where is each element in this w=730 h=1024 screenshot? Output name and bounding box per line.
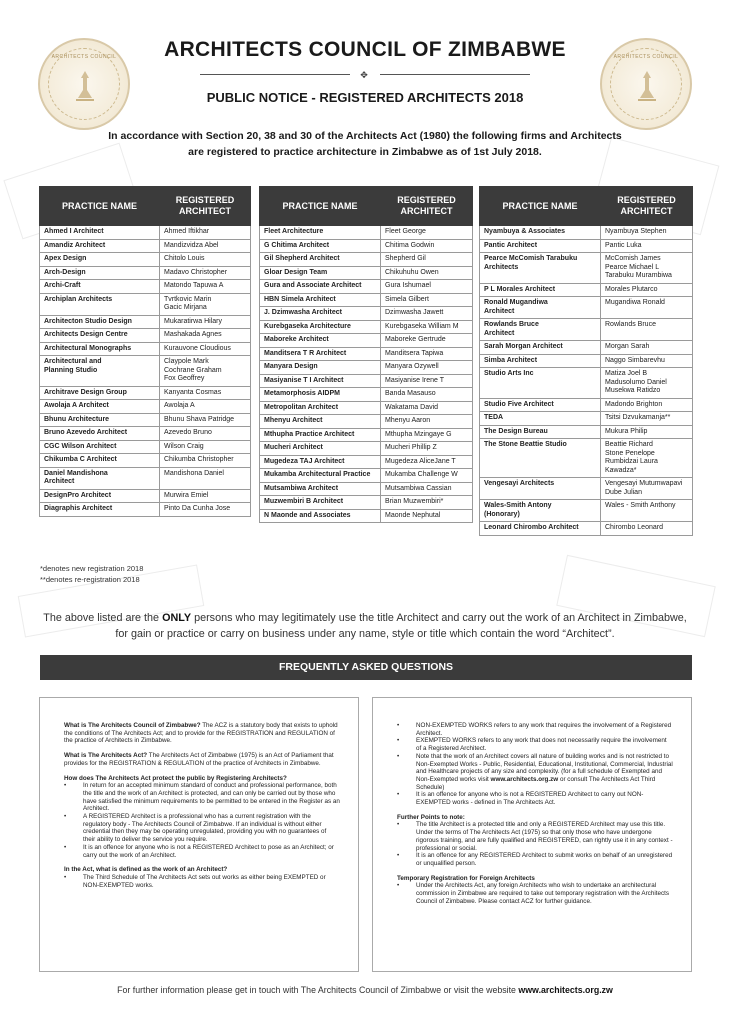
table-row	[480, 239, 693, 253]
faq-bullet: • NON-EXEMPTED WORKS refers to any work that requires the involvement of a Registered Architect.	[397, 722, 673, 737]
architect-name-cell: Chirombo Leonard	[601, 522, 693, 536]
table-row	[260, 307, 473, 321]
practice-name-cell: Sarah Morgan Architect	[480, 341, 601, 355]
faq-answer: What is The Architects Council of Zimbabwe? The ACZ is a statutory body that exists to uphold the conditions of The Architects Act; and to provide for the REGISTRATION and REGULATION of the practice of Architects in Zimbabwe.	[64, 722, 338, 745]
table-row	[40, 280, 251, 294]
faq-question: What is The Architects Act?	[64, 752, 148, 760]
table-row	[40, 454, 251, 468]
architect-name-cell: Mukura Philip	[601, 425, 693, 439]
column-header-architect: REGISTERED ARCHITECT	[160, 187, 251, 226]
practice-name-cell: Mthupha Practice Architect	[260, 428, 381, 442]
practice-name-cell: Mugedeza TAJ Architect	[260, 455, 381, 469]
table-row	[480, 478, 693, 500]
architect-name-cell: Maonde Nephutal	[381, 509, 473, 523]
architect-name-cell: Morales Plutarco	[601, 283, 693, 297]
architect-name-cell: Madavo Christopher	[160, 266, 251, 280]
practice-name-cell: The Stone Beattie Studio	[480, 439, 601, 478]
table-row	[40, 400, 251, 414]
practice-name-cell: The Design Bureau	[480, 425, 601, 439]
practice-name-cell: Leonard Chirombo Architect	[480, 522, 601, 536]
legitimacy-statement: The above listed are the ONLY persons who may legitimately use the title Architect and carry out the work of an Architect in Zimbabwe, for gain or practice or carry on business under any name, style or title which contain the word “Architect”.	[43, 612, 687, 640]
table-row	[260, 239, 473, 253]
table-row	[40, 427, 251, 441]
table-row	[260, 361, 473, 375]
architect-name-cell: Madondo Brighton	[601, 398, 693, 412]
architect-name-cell: Fleet George	[381, 226, 473, 240]
footnotes	[40, 563, 143, 585]
table-row	[480, 354, 693, 368]
practice-name-cell: Architecton Studio Design	[40, 315, 160, 329]
practice-name-cell: Archiplan Architects	[40, 293, 160, 315]
architect-name-cell: Mhenyu Aaron	[381, 415, 473, 429]
practice-name-cell: DesignPro Architect	[40, 489, 160, 503]
faq-subheading: Further Points to note:	[397, 813, 465, 821]
practice-name-cell: Chikumba C Architect	[40, 454, 160, 468]
table-row	[40, 226, 251, 240]
architect-name-cell: Chitolo Louis	[160, 253, 251, 267]
table-row	[260, 509, 473, 523]
table-row	[260, 320, 473, 334]
practice-name-cell: Ahmed I Architect	[40, 226, 160, 240]
table-row	[480, 398, 693, 412]
practice-name-cell: Bhunu Architecture	[40, 413, 160, 427]
practice-name-cell: Studio Arts Inc	[480, 368, 601, 399]
table-row	[260, 415, 473, 429]
table-row	[480, 439, 693, 478]
practice-name-cell: Vengesayi Architects	[480, 478, 601, 500]
architect-name-cell: Naggo Simbarevhu	[601, 354, 693, 368]
footnote-reregistration: **denotes re-registration 2018	[40, 575, 140, 584]
table-row	[40, 315, 251, 329]
practice-name-cell: Mutsambiwa Architect	[260, 482, 381, 496]
architect-name-cell: Nyambuya Stephen	[601, 226, 693, 240]
table-row	[40, 386, 251, 400]
practice-name-cell: Architrave Design Group	[40, 386, 160, 400]
table-row	[260, 455, 473, 469]
table-row	[260, 388, 473, 402]
practice-name-cell: Ronald Mugandiwa Architect	[480, 297, 601, 319]
architect-name-cell: Chikumba Christopher	[160, 454, 251, 468]
table-row	[40, 293, 251, 315]
registry-table-3	[479, 186, 693, 536]
architect-name-cell: Wilson Craig	[160, 440, 251, 454]
faq-bullet: • Under the Architects Act, any foreign Architects who wish to undertake an architectural commission in Zimbabwe are required to take out temporary registration with the Architects Council of Zimbabwe. Please contact ACZ for further guidance.	[397, 882, 673, 905]
column-header-practice: PRACTICE NAME	[40, 187, 160, 226]
column-header-practice: PRACTICE NAME	[480, 187, 601, 226]
practice-name-cell: Mhenyu Architect	[260, 415, 381, 429]
table-row	[40, 413, 251, 427]
footer-contact: For further information please get in touch with The Architects Council of Zimbabwe or visit the website www.architects.org.zw	[117, 985, 613, 995]
architect-name-cell: Manyara Ozywell	[381, 361, 473, 375]
architect-name-cell: McComish James Pearce Michael L Tarabuku Murambiwa	[601, 253, 693, 284]
architect-name-cell: Morgan Sarah	[601, 341, 693, 355]
practice-name-cell: Architects Design Centre	[40, 329, 160, 343]
faq-bullet: • EXEMPTED WORKS refers to any work that does not necessarily require the involvement of a Registered Architect.	[397, 737, 673, 752]
architect-name-cell: Manditsera Tapiwa	[381, 347, 473, 361]
architect-name-cell: Vengesayi Mutumwapavi Dube Julian	[601, 478, 693, 500]
architect-name-cell: Maboreke Gertrude	[381, 334, 473, 348]
architect-name-cell: Mashakada Agnes	[160, 329, 251, 343]
practice-name-cell: Architectural Monographs	[40, 342, 160, 356]
faq-bullet: • The title Architect is a protected title and only a REGISTERED Architect may use this title. Under the terms of The Architects Act (1975) so that only those who have undergone rigorous training, and are fully qualified and REGISTERED, can rightly use it in any context - professional or social.	[397, 821, 673, 852]
faq-bullet: • The Third Schedule of The Architects Act sets out works as either being EXEMPTED or NON-EXEMPTED works.	[64, 874, 340, 889]
registry-table-2	[259, 186, 473, 523]
title-divider	[200, 70, 530, 80]
table-row	[480, 283, 693, 297]
table-row	[40, 342, 251, 356]
architect-name-cell: Azevedo Bruno	[160, 427, 251, 441]
table-row	[40, 489, 251, 503]
table-row	[480, 425, 693, 439]
table-row	[260, 374, 473, 388]
architect-name-cell: Mandishona Daniel	[160, 467, 251, 489]
faq-subheading: Temporary Registration for Foreign Architects	[397, 874, 535, 882]
practice-name-cell: Amandiz Architect	[40, 239, 160, 253]
faq-panel-left	[39, 697, 359, 972]
footer-website-link[interactable]: www.architects.org.zw	[518, 985, 613, 995]
column-header-architect: REGISTERED ARCHITECT	[381, 187, 473, 226]
architect-name-cell: Mandizvidza Abel	[160, 239, 251, 253]
architect-name-cell: Mukaratirwa Hilary	[160, 315, 251, 329]
table-row	[260, 293, 473, 307]
practice-name-cell: Bruno Azevedo Architect	[40, 427, 160, 441]
practice-name-cell: Pantic Architect	[480, 239, 601, 253]
table-row	[480, 297, 693, 319]
only-emphasis: ONLY	[162, 612, 192, 624]
practice-name-cell: Gloar Design Team	[260, 266, 381, 280]
architect-name-cell: Bhunu Shava Patridge	[160, 413, 251, 427]
practice-name-cell: Masiyanise T I Architect	[260, 374, 381, 388]
practice-name-cell: Metropolitan Architect	[260, 401, 381, 415]
architect-name-cell: Gura Ishumael	[381, 280, 473, 294]
table-row	[480, 226, 693, 240]
practice-name-cell: CGC Wilson Architect	[40, 440, 160, 454]
architect-name-cell: Brian Muzwembiri*	[381, 496, 473, 510]
faq-bullet: • It is an offence for any REGISTERED Architect to submit works on behalf of an unregistered or unqualified person.	[397, 852, 673, 867]
table-row	[260, 334, 473, 348]
architect-name-cell: Banda Masauso	[381, 388, 473, 402]
architect-name-cell: Awolaja A	[160, 400, 251, 414]
table-row	[40, 503, 251, 517]
page-title: ARCHITECTS COUNCIL OF ZIMBABWE	[164, 38, 566, 61]
architect-name-cell: Wales - Smith Anthony	[601, 500, 693, 522]
practice-name-cell: Wales-Smith Antony (Honorary)	[480, 500, 601, 522]
practice-name-cell: Rowlands Bruce Architect	[480, 319, 601, 341]
practice-name-cell: Muzwembiri B Architect	[260, 496, 381, 510]
table-row	[480, 412, 693, 426]
architect-name-cell: Mthupha Mzingaye G	[381, 428, 473, 442]
seal-text: ARCHITECTS COUNCIL	[613, 54, 679, 60]
practice-name-cell: Maboreke Architect	[260, 334, 381, 348]
registry-table-1	[39, 186, 251, 517]
diamond-ornament-icon: ✥	[360, 70, 368, 80]
website-link[interactable]: www.architects.org.zw	[490, 775, 559, 783]
architect-name-cell: Masiyanise Irene T	[381, 374, 473, 388]
faq-bullet: • It is an offence for anyone who is not a REGISTERED Architect to carry out NON-EXEMPTED works - defined in The Architects Act.	[397, 791, 673, 806]
table-row	[40, 239, 251, 253]
table-row	[260, 428, 473, 442]
practice-name-cell: Manditsera T R Architect	[260, 347, 381, 361]
architect-name-cell: Kanyanta Cosmas	[160, 386, 251, 400]
table-row	[260, 280, 473, 294]
practice-name-cell: Fleet Architecture	[260, 226, 381, 240]
architect-name-cell: Pinto Da Cunha Jose	[160, 503, 251, 517]
table-row	[40, 440, 251, 454]
faq-question: What is The Architects Council of Zimbabwe?	[64, 722, 201, 729]
table-row	[260, 347, 473, 361]
footnote-new: *denotes new registration 2018	[40, 564, 144, 573]
practice-name-cell: Arch-Design	[40, 266, 160, 280]
architect-name-cell: Dzimwasha Jawett	[381, 307, 473, 321]
table-row	[40, 467, 251, 489]
seal-text: ARCHITECTS COUNCIL	[51, 54, 117, 60]
table-row	[480, 500, 693, 522]
table-row	[260, 496, 473, 510]
practice-name-cell: Gil Shepherd Architect	[260, 253, 381, 267]
architect-name-cell: Pantic Luka	[601, 239, 693, 253]
table-row	[480, 319, 693, 341]
practice-name-cell: Pearce McComish Tarabuku Architects	[480, 253, 601, 284]
page-subtitle: PUBLIC NOTICE - REGISTERED ARCHITECTS 2018	[206, 90, 524, 105]
architect-name-cell: Tsitsi Dzvukamanja**	[601, 412, 693, 426]
faq-bullet: • Note that the work of an Architect covers all nature of building works and is not restricted to Non-Exempted Works - Public, Residential, Educational, Institutional, Commercial, Industrial and Healthcare projects of any size and complexity. (for a full schedule of Exempted and Non-Exempted works visit www.architects.org.zw or consult The Architects Act Third Schedule)	[397, 753, 673, 792]
architect-name-cell: Mucheri Phillip Z	[381, 442, 473, 456]
practice-name-cell: Simba Architect	[480, 354, 601, 368]
practice-name-cell: Archi-Craft	[40, 280, 160, 294]
table-row	[40, 253, 251, 267]
practice-name-cell: Nyambuya & Associates	[480, 226, 601, 240]
practice-name-cell: Manyara Design	[260, 361, 381, 375]
practice-name-cell: Awolaja A Architect	[40, 400, 160, 414]
architect-name-cell: Kurebgaseka William M	[381, 320, 473, 334]
faq-bullet: • In return for an accepted minimum standard of conduct and professional performance, both the title and the work of an Architect is protected, and can only be carried out by those who have satisfied the minimum requirements to be permitted to be entered in the Register as an Architect.	[64, 782, 340, 813]
architect-name-cell: Claypole Mark Cochrane Graham Fox Geoffrey	[160, 356, 251, 387]
architect-name-cell: Mukamba Challenge W	[381, 469, 473, 483]
table-row	[260, 401, 473, 415]
practice-name-cell: Metamorphosis AIDPM	[260, 388, 381, 402]
practice-name-cell: J. Dzimwasha Architect	[260, 307, 381, 321]
table-row	[480, 253, 693, 284]
practice-name-cell: P L Morales Architect	[480, 283, 601, 297]
architect-name-cell: Murwira Emiel	[160, 489, 251, 503]
table-row	[40, 329, 251, 343]
architect-name-cell: Mugedeza AliceJane T	[381, 455, 473, 469]
faq-heading: FREQUENTLY ASKED QUESTIONS	[40, 655, 692, 680]
table-row	[480, 341, 693, 355]
column-header-practice: PRACTICE NAME	[260, 187, 381, 226]
table-row	[260, 266, 473, 280]
architect-name-cell: Kurauvone Cloudious	[160, 342, 251, 356]
intro-paragraph: In accordance with Section 20, 38 and 30 of the Architects Act (1980) the following firms and Architects are registered to practice architecture in Zimbabwe as of 1st July 2018.	[108, 130, 622, 158]
practice-name-cell: Mucheri Architect	[260, 442, 381, 456]
architect-name-cell: Simela Gilbert	[381, 293, 473, 307]
architect-name-cell: Matiza Joel B Madusolumo Daniel Musekwa Ratidzo	[601, 368, 693, 399]
architect-name-cell: Mutsambiwa Cassian	[381, 482, 473, 496]
faq-answer: What is The Architects Act? The Architects Act of Zimbabwe (1975) is an Act of Parliament that provides for the REGISTRATION & REGULATION of the practice of Architects in Zimbabwe.	[64, 752, 334, 767]
practice-name-cell: Mukamba Architectural Practice	[260, 469, 381, 483]
architect-name-cell: Chikuhuhu Owen	[381, 266, 473, 280]
practice-name-cell: Kurebgaseka Architecture	[260, 320, 381, 334]
architect-name-cell: Wakatama David	[381, 401, 473, 415]
faq-question: In the Act, what is defined as the work of an Architect?	[64, 866, 228, 874]
architect-name-cell: Beattie Richard Stone Penelope Rumbidzai Laura Kawadza*	[601, 439, 693, 478]
practice-name-cell: Diagraphis Architect	[40, 503, 160, 517]
faq-question: How does The Architects Act protect the public by Registering Architects?	[64, 774, 287, 782]
table-row	[260, 253, 473, 267]
table-row	[260, 482, 473, 496]
practice-name-cell: Studio Five Architect	[480, 398, 601, 412]
faq-bullet: • A REGISTERED Architect is a professional who has a current registration with the regulatory body - The Architects Council of Zimbabwe. If an individual is without either credential then they may be operating unregulated, providing you with no guarantees of their ability to deliver the service you require.	[64, 813, 340, 844]
practice-name-cell: TEDA	[480, 412, 601, 426]
table-row	[480, 368, 693, 399]
table-row	[260, 469, 473, 483]
architect-name-cell: Ahmed Iftikhar	[160, 226, 251, 240]
practice-name-cell: Apex Design	[40, 253, 160, 267]
practice-name-cell: Gura and Associate Architect	[260, 280, 381, 294]
practice-name-cell: N Maonde and Associates	[260, 509, 381, 523]
practice-name-cell: Architectural and Planning Studio	[40, 356, 160, 387]
practice-name-cell: G Chitima Architect	[260, 239, 381, 253]
architect-name-cell: Mugandiwa Ronald	[601, 297, 693, 319]
practice-name-cell: HBN Simela Architect	[260, 293, 381, 307]
table-row	[260, 226, 473, 240]
practice-name-cell: Daniel Mandishona Architect	[40, 467, 160, 489]
architect-name-cell: Shepherd Gil	[381, 253, 473, 267]
faq-bullet: • It is an offence for anyone who is not a REGISTERED Architect to pose as an Architect; or carry out the work of an Architect.	[64, 844, 340, 859]
faq-panel-right	[372, 697, 692, 972]
table-row	[260, 442, 473, 456]
architect-name-cell: Matondo Tapuwa A	[160, 280, 251, 294]
architect-name-cell: Chitima Godwin	[381, 239, 473, 253]
table-row	[480, 522, 693, 536]
column-header-architect: REGISTERED ARCHITECT	[601, 187, 693, 226]
architect-name-cell: Tvrtkovic Marin Gacic Mirjana	[160, 293, 251, 315]
architect-name-cell: Rowlands Bruce	[601, 319, 693, 341]
table-row	[40, 266, 251, 280]
table-row	[40, 356, 251, 387]
